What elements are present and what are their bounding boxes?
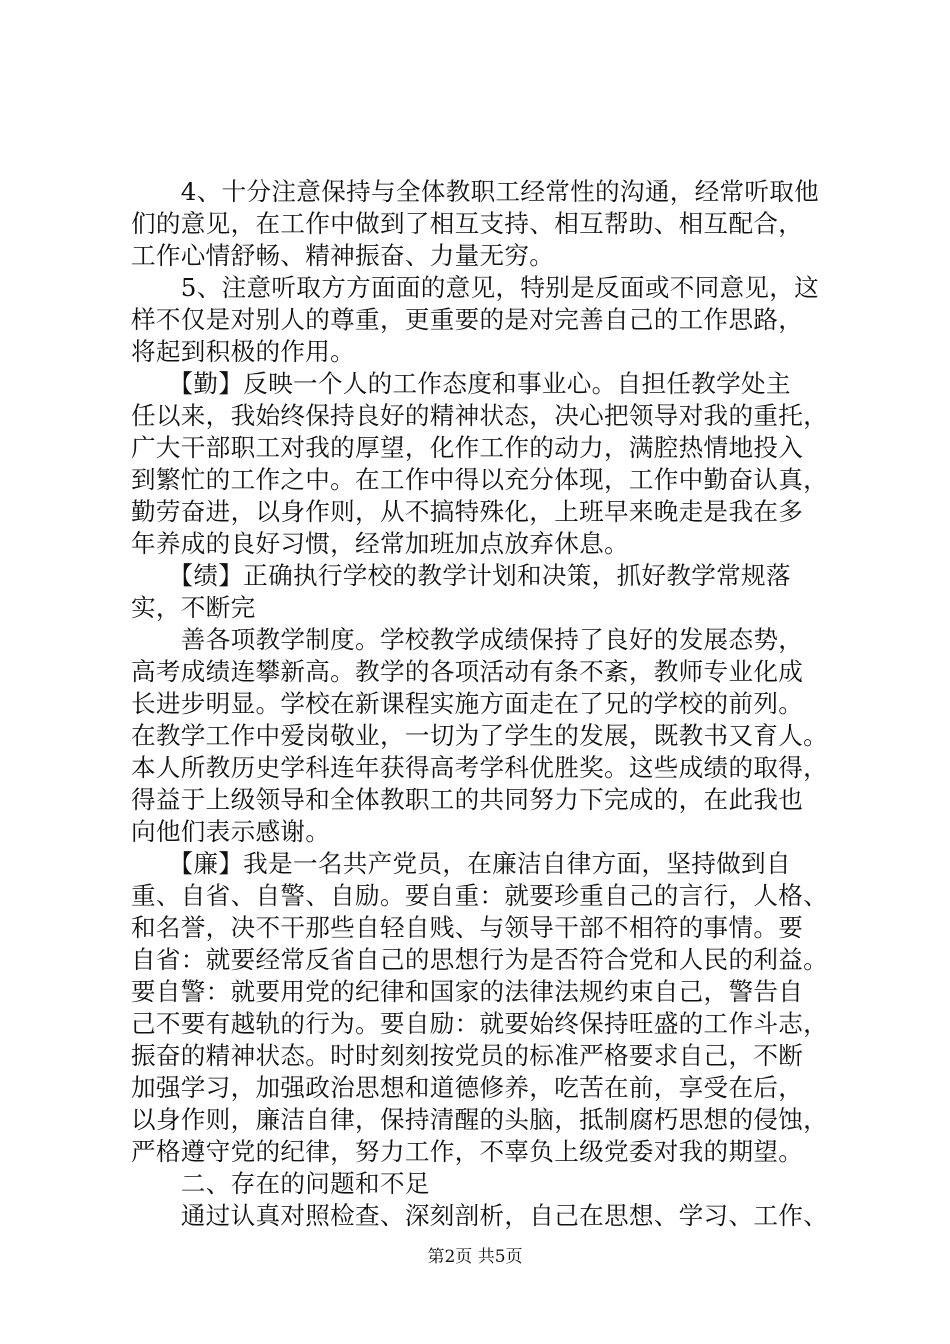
text-line: 任以来，我始终保持良好的精神状态，决心把领导对我的重托， (131, 401, 829, 430)
text-line: 5、注意听取方方面面的意见，特别是反面或不同意见，这 (131, 273, 820, 302)
text-line: 勤劳奋进，以身作则，从不搞特殊化，上班早来晚走是我在多 (131, 497, 804, 526)
text-line: 通过认真对照检查、深刻剖析，自己在思想、学习、工作、 (131, 1201, 829, 1230)
text-line: 本人所教历史学科连年获得高考学科优胜奖。这些成绩的取得， (131, 753, 829, 782)
text-line: 实，不断完 (131, 593, 256, 622)
text-line: 二、存在的问题和不足 (131, 1169, 430, 1198)
text-line: 【勤】反映一个人的工作态度和事业心。自担任教学处主 (131, 369, 791, 398)
text-line: 向他们表示感谢。 (131, 817, 331, 846)
text-line: 己不要有越轨的行为。要自励：就要始终保持旺盛的工作斗志， (131, 1009, 829, 1038)
text-line: 振奋的精神状态。时时刻刻按党员的标准严格要求自己，不断 (131, 1041, 804, 1070)
text-line: 和名誉，决不干那些自轻自贱、与领导干部不相符的事情。要 (131, 913, 804, 942)
text-line: 长进步明显。学校在新课程实施方面走在了兄的学校的前列。 (131, 689, 804, 718)
text-line: 【绩】正确执行学校的教学计划和决策，抓好教学常规落 (131, 561, 791, 590)
text-line: 高考成绩连攀新高。教学的各项活动有条不紊，教师专业化成 (131, 657, 804, 686)
text-line: 将起到积极的作用。 (131, 337, 356, 366)
text-line: 加强学习，加强政治思想和道德修养，吃苦在前，享受在后， (131, 1073, 804, 1102)
text-line: 自省：就要经常反省自己的思想行为是否符合党和人民的利益。 (131, 945, 829, 974)
text-line: 4、十分注意保持与全体教职工经常性的沟通，经常听取他 (131, 177, 820, 206)
text-line: 得益于上级领导和全体教职工的共同努力下完成的，在此我也 (131, 785, 804, 814)
text-line: 在教学工作中爱岗敬业，一切为了学生的发展，既教书又育人。 (131, 721, 829, 750)
text-line: 善各项教学制度。学校教学成绩保持了良好的发展态势， (131, 625, 804, 654)
text-line: 【廉】我是一名共产党员，在廉洁自律方面，坚持做到自 (131, 849, 791, 878)
text-line: 们的意见，在工作中做到了相互支持、相互帮助、相互配合， (131, 209, 804, 238)
text-line: 重、自省、自警、自励。要自重：就要珍重自己的言行，人格、 (131, 881, 829, 910)
text-line: 工作心情舒畅、精神振奋、力量无穷。 (131, 241, 555, 270)
page-footer: 第2页 共5页 (427, 1247, 523, 1267)
text-line: 以身作则，廉洁自律，保持清醒的头脑，抵制腐朽思想的侵蚀， (131, 1105, 829, 1134)
text-line: 样不仅是对别人的尊重，更重要的是对完善自己的工作思路， (131, 305, 804, 334)
text-line: 要自警：就要用党的纪律和国家的法律法规约束自己，警告自 (131, 977, 804, 1006)
text-line: 到繁忙的工作之中。在工作中得以充分体现，工作中勤奋认真， (131, 465, 829, 494)
text-line: 广大干部职工对我的厚望，化作工作的动力，满腔热情地投入 (131, 433, 804, 462)
text-line: 严格遵守党的纪律，努力工作，不辜负上级党委对我的期望。 (131, 1137, 804, 1166)
text-line: 年养成的良好习惯，经常加班加点放弃休息。 (131, 529, 629, 558)
